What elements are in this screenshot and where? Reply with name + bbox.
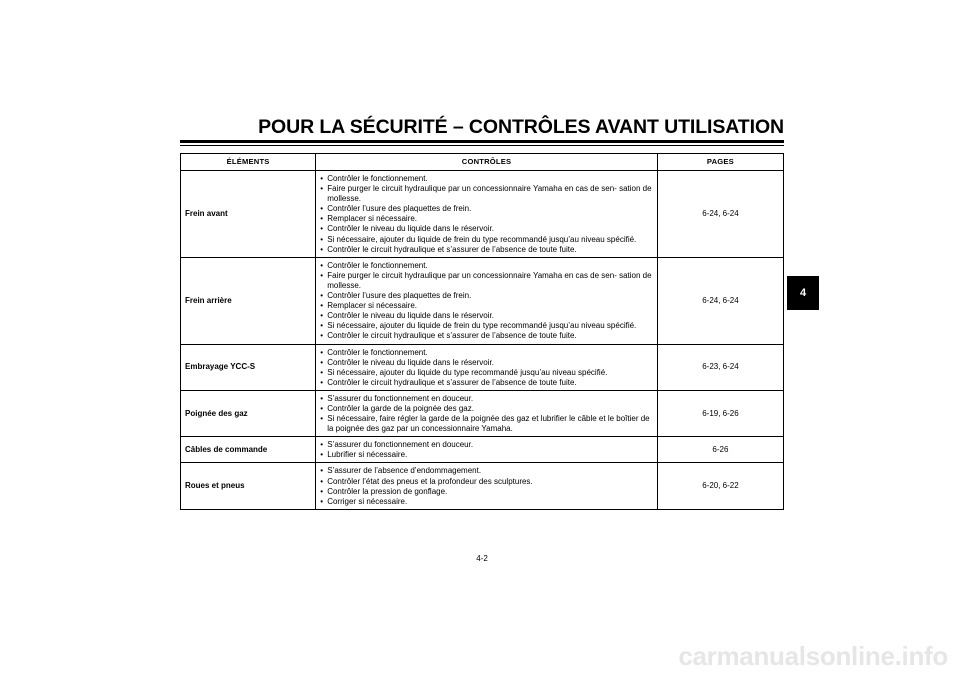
header-pages: PAGES xyxy=(657,154,783,171)
check-item: • Contrôler l’état des pneus et la profondeur des sculptures. xyxy=(320,477,653,487)
table-body xyxy=(181,171,784,510)
check-item: • S’assurer du fonctionnement en douceur. xyxy=(320,440,653,450)
row-checks xyxy=(316,344,658,390)
row-element: Roues et pneus xyxy=(181,463,316,509)
row-element: Frein avant xyxy=(181,171,316,258)
page-number: 4-2 xyxy=(476,554,488,563)
check-item: • Contrôler le fonctionnement. xyxy=(320,261,653,271)
watermark: carmanualsonline.info xyxy=(678,641,948,671)
table-row xyxy=(181,344,784,390)
check-item: • Contrôler la garde de la poignée des gaz. xyxy=(320,404,653,414)
check-list xyxy=(320,466,653,506)
check-item: • Si nécessaire, faire régler la garde de la poignée des gaz et lubrifier le câble et le boîtier de la poignée des gaz par un concessionnaire Yamaha. xyxy=(320,414,653,434)
check-item: • Contrôler le fonctionnement. xyxy=(320,348,653,358)
check-item: • S’assurer du fonctionnement en douceur. xyxy=(320,394,653,404)
check-item: • S’assurer de l’absence d’endommagement. xyxy=(320,466,653,476)
check-item: • Faire purger le circuit hydraulique par un concessionnaire Yamaha en cas de sen- sation de mollesse. xyxy=(320,184,653,204)
row-element: Embrayage YCC-S xyxy=(181,344,316,390)
check-item: • Contrôler l’usure des plaquettes de frein. xyxy=(320,291,653,301)
check-item: • Contrôler le fonctionnement. xyxy=(320,174,653,184)
check-list xyxy=(320,440,653,460)
row-element: Frein arrière xyxy=(181,257,316,344)
check-item: • Contrôler l’usure des plaquettes de frein. xyxy=(320,204,653,214)
row-checks xyxy=(316,171,658,258)
page-title: POUR LA SÉCURITÉ – CONTRÔLES AVANT UTILISATION xyxy=(258,116,784,138)
check-item: • Contrôler le circuit hydraulique et s’assurer de l’absence de toute fuite. xyxy=(320,378,653,388)
check-list xyxy=(320,348,653,388)
row-checks xyxy=(316,437,658,463)
row-element: Poignée des gaz xyxy=(181,390,316,436)
check-item: • Contrôler le niveau du liquide dans le réservoir. xyxy=(320,311,653,321)
table-row xyxy=(181,437,784,463)
check-item: • Contrôler la pression de gonflage. xyxy=(320,487,653,497)
table-header-row xyxy=(181,154,784,171)
row-pages: 6-23, 6-24 xyxy=(657,344,783,390)
row-checks xyxy=(316,463,658,509)
check-item: • Lubrifier si nécessaire. xyxy=(320,450,653,460)
row-pages: 6-24, 6-24 xyxy=(657,171,783,258)
header-controles: CONTRÔLES xyxy=(316,154,658,171)
row-checks xyxy=(316,257,658,344)
check-item: • Contrôler le circuit hydraulique et s’assurer de l’absence de toute fuite. xyxy=(320,331,653,341)
check-item: • Si nécessaire, ajouter du liquide de frein du type recommandé jusqu’au niveau spécifié. xyxy=(320,321,653,331)
check-item: • Remplacer si nécessaire. xyxy=(320,301,653,311)
check-item: • Contrôler le niveau du liquide dans le réservoir. xyxy=(320,224,653,234)
check-list xyxy=(320,174,653,255)
check-item: • Si nécessaire, ajouter du liquide de frein du type recommandé jusqu’au niveau spécifié. xyxy=(320,235,653,245)
row-pages: 6-26 xyxy=(657,437,783,463)
checks-table xyxy=(180,153,784,510)
check-item: • Contrôler le niveau du liquide dans le réservoir. xyxy=(320,358,653,368)
table-row xyxy=(181,463,784,509)
table-row xyxy=(181,390,784,436)
check-list xyxy=(320,394,653,434)
check-item: • Corriger si nécessaire. xyxy=(320,497,653,507)
check-item: • Faire purger le circuit hydraulique par un concessionnaire Yamaha en cas de sen- sation de mollesse. xyxy=(320,271,653,291)
check-item: • Contrôler le circuit hydraulique et s’assurer de l’absence de toute fuite. xyxy=(320,245,653,255)
check-item: • Remplacer si nécessaire. xyxy=(320,214,653,224)
header-elements: ÉLÉMENTS xyxy=(181,154,316,171)
row-pages: 6-24, 6-24 xyxy=(657,257,783,344)
row-pages: 6-19, 6-26 xyxy=(657,390,783,436)
title-rule-thick xyxy=(180,140,784,143)
row-element: Câbles de commande xyxy=(181,437,316,463)
table-row xyxy=(181,171,784,258)
row-pages: 6-20, 6-22 xyxy=(657,463,783,509)
title-rule-thin xyxy=(180,145,784,146)
check-list xyxy=(320,261,653,342)
row-checks xyxy=(316,390,658,436)
chapter-tab: 4 xyxy=(787,276,819,310)
check-item: • Si nécessaire, ajouter du liquide du type recommandé jusqu’au niveau spécifié. xyxy=(320,368,653,378)
table-row xyxy=(181,257,784,344)
